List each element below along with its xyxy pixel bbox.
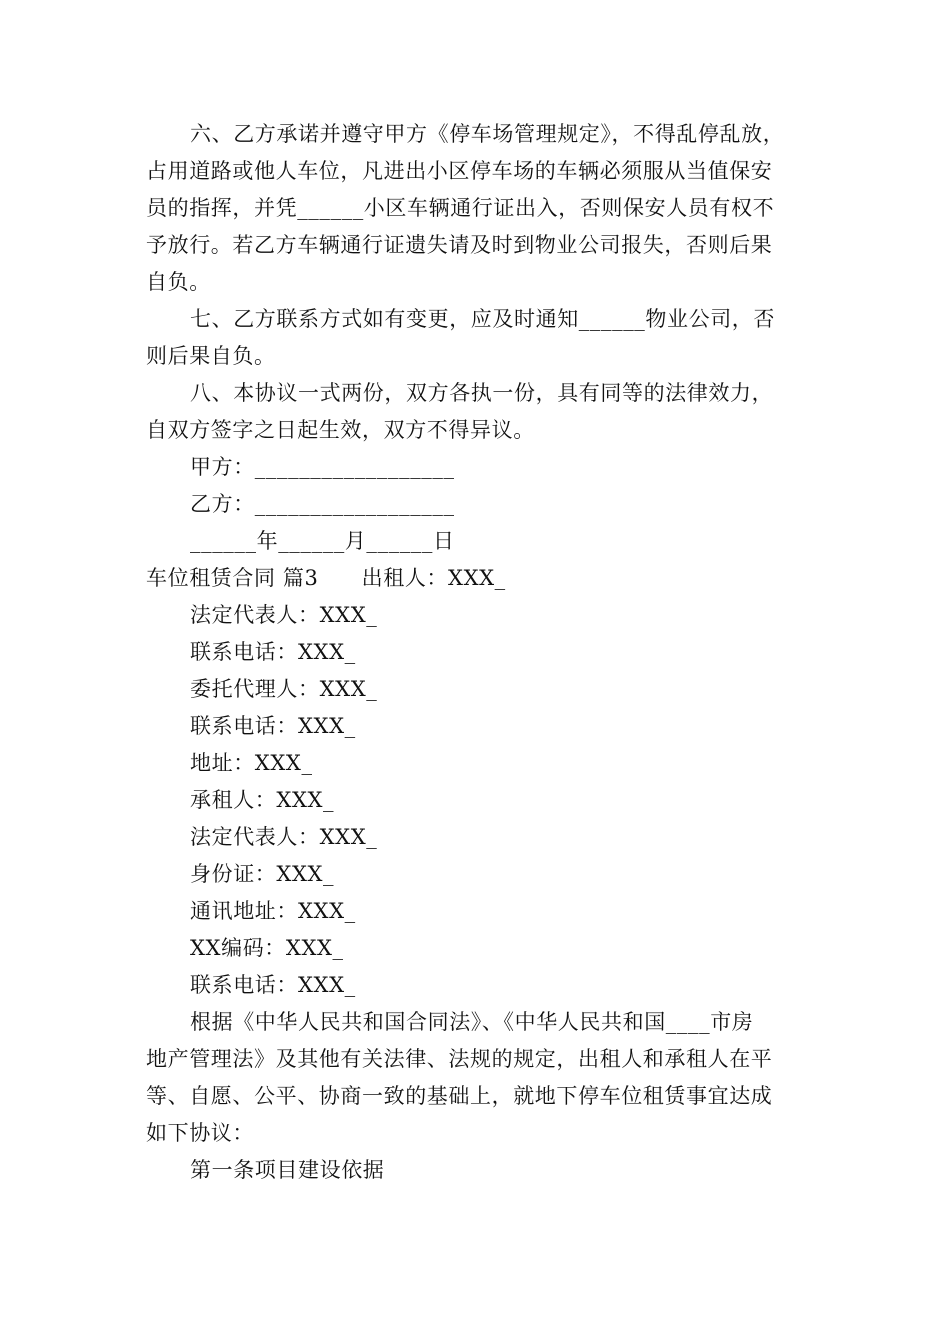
lessee-postcode: XX编码：XXX_ [190, 936, 344, 960]
clause-6-line-3: 员的指挥，并凭______小区车辆通行证出入，否则保安人员有权不 [146, 196, 775, 220]
preamble-line-4: 如下协议： [146, 1121, 254, 1145]
lessee-legal-rep: 法定代表人：XXX_ [190, 825, 378, 849]
lessor-phone: 联系电话：XXX_ [190, 640, 356, 664]
clause-6-line-2: 占用道路或他人车位，凡进出小区停车场的车辆必须服从当值保安 [146, 159, 773, 183]
party-b-signature-line: 乙方：__________________ [190, 492, 455, 516]
lessor-address: 地址：XXX_ [190, 751, 313, 775]
party-a-signature-line: 甲方：__________________ [190, 455, 455, 479]
clause-6-line-1: 六、乙方承诺并遵守甲方《停车场管理规定》，不得乱停乱放， [190, 122, 785, 146]
preamble-line-3: 等、自愿、公平、协商一致的基础上，就地下停车位租赁事宜达成 [146, 1084, 773, 1108]
lessor-agent-phone: 联系电话：XXX_ [190, 714, 356, 738]
preamble-line-1: 根据《中华人民共和国合同法》、《中华人民共和国____市房 [190, 1010, 754, 1034]
clause-8-line-2: 自双方签字之日起生效，双方不得异议。 [146, 418, 535, 442]
clause-7-line-2: 则后果自负。 [146, 344, 276, 368]
clause-6-line-4: 予放行。若乙方车辆通行证遗失请及时到物业公司报失，否则后果 [146, 233, 773, 257]
lessee-id: 身份证：XXX_ [190, 862, 335, 886]
preamble-line-2: 地产管理法》及其他有关法律、法规的规定，出租人和承租人在平 [146, 1047, 773, 1071]
document-page [146, 116, 836, 1189]
section-title-lessor: 车位租赁合同 篇3 出租人：XXX_ [146, 566, 506, 590]
clause-6-line-5: 自负。 [146, 270, 211, 294]
article-1-heading: 第一条项目建设依据 [190, 1158, 385, 1182]
lessor-agent: 委托代理人：XXX_ [190, 677, 378, 701]
lessee-name: 承租人：XXX_ [190, 788, 335, 812]
lessee-phone: 联系电话：XXX_ [190, 973, 356, 997]
lessee-address: 通讯地址：XXX_ [190, 899, 356, 923]
date-line: ______年______月______日 [190, 529, 455, 553]
clause-7-line-1: 七、乙方联系方式如有变更，应及时通知______物业公司，否 [190, 307, 775, 331]
clause-8-line-1: 八、本协议一式两份，双方各执一份，具有同等的法律效力， [190, 381, 774, 405]
lessor-legal-rep: 法定代表人：XXX_ [190, 603, 378, 627]
